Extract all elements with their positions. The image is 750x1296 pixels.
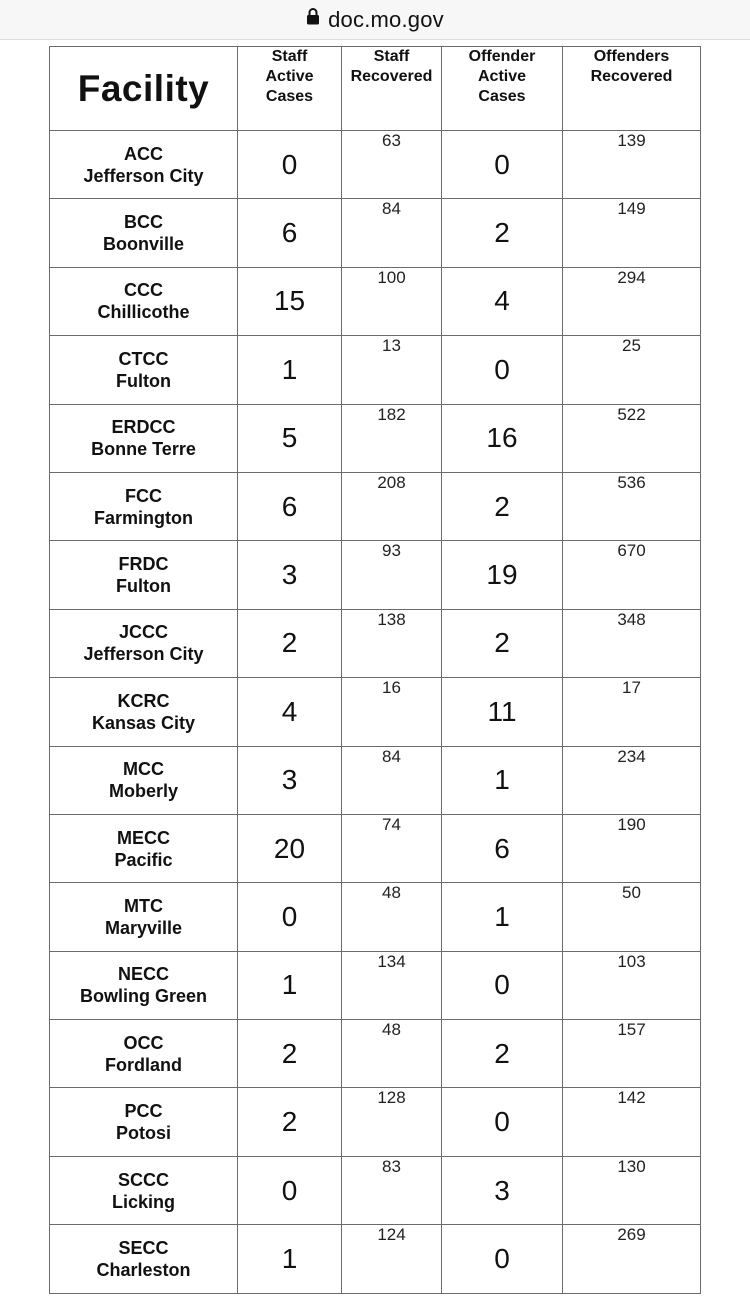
header-staff-recovered: Staff Recovered [342,47,442,131]
offenders-recovered-cell: 149 [563,199,701,267]
table-row [50,541,701,609]
facility-city: Kansas City [91,712,196,733]
staff-recovered-cell: 208 [342,472,442,540]
table-row [50,336,701,404]
facility-city: Moberly [108,781,178,802]
offenders-recovered-cell: 190 [563,814,701,882]
staff-recovered-cell: 124 [342,1225,442,1293]
facility-cell [50,472,238,540]
offender-active-cases-cell: 0 [442,1225,563,1293]
facility-code: OCC [123,1032,164,1053]
header-staff-active-cases: Staff Active Cases [238,47,342,131]
facility-cell [50,541,238,609]
table-row [50,678,701,746]
staff-active-cases-cell: 6 [238,199,342,267]
table-row [50,814,701,882]
facility-city: Fulton [116,576,171,597]
table-row [50,472,701,540]
staff-active-cases-cell: 2 [238,1088,342,1156]
staff-recovered-cell: 16 [342,678,442,746]
offender-active-cases-cell: 0 [442,951,563,1019]
url-text: doc.mo.gov [328,6,444,32]
table-row [50,131,701,199]
facility-city: Bonne Terre [91,439,196,460]
facility-cell [50,1020,238,1088]
offender-active-cases-cell: 2 [442,472,563,540]
staff-recovered-cell: 83 [342,1156,442,1224]
staff-active-cases-cell: 2 [238,1020,342,1088]
facility-cell [50,199,238,267]
facility-code: KCRC [117,690,170,711]
facility-cell [50,267,238,335]
offender-active-cases-cell: 0 [442,336,563,404]
offenders-recovered-cell: 103 [563,951,701,1019]
staff-recovered-cell: 13 [342,336,442,404]
staff-recovered-cell: 128 [342,1088,442,1156]
table-row [50,609,701,677]
facility-code: FCC [125,485,162,506]
facility-city: Jefferson City [83,165,204,186]
facility-cell [50,1088,238,1156]
table-body [50,131,701,1294]
offenders-recovered-cell: 17 [563,678,701,746]
table-row [50,1225,701,1293]
offenders-recovered-cell: 234 [563,746,701,814]
header-facility: Facility [50,47,238,131]
facility-code: SECC [118,1237,169,1258]
offenders-recovered-cell: 536 [563,472,701,540]
facility-city: Licking [111,1191,175,1212]
facility-code: FRDC [118,554,169,575]
table-row [50,404,701,472]
facility-city: Jefferson City [83,644,204,665]
table-row [50,746,701,814]
staff-active-cases-cell: 4 [238,678,342,746]
facility-cell [50,609,238,677]
facility-code: MCC [123,759,164,780]
facility-cell [50,814,238,882]
staff-recovered-cell: 134 [342,951,442,1019]
facility-cell [50,1156,238,1224]
header-offenders-recovered: Offenders Recovered [563,47,701,131]
lock-icon [306,7,320,30]
staff-recovered-cell: 138 [342,609,442,677]
offenders-recovered-cell: 157 [563,1020,701,1088]
staff-recovered-cell: 48 [342,883,442,951]
staff-recovered-cell: 48 [342,1020,442,1088]
offenders-recovered-cell: 25 [563,336,701,404]
offender-active-cases-cell: 2 [442,199,563,267]
facility-code: ERDCC [111,417,176,438]
offenders-recovered-cell: 522 [563,404,701,472]
staff-active-cases-cell: 1 [238,336,342,404]
table-row [50,267,701,335]
offenders-recovered-cell: 269 [563,1225,701,1293]
facility-code: CTCC [118,348,169,369]
staff-active-cases-cell: 5 [238,404,342,472]
staff-recovered-cell: 74 [342,814,442,882]
staff-active-cases-cell: 6 [238,472,342,540]
facility-code: CCC [124,280,163,301]
table-header-row [50,47,701,131]
facility-code: MTC [124,895,163,916]
facility-cases-table [49,46,701,1294]
table-row [50,883,701,951]
offender-active-cases-cell: 0 [442,1088,563,1156]
staff-active-cases-cell: 0 [238,883,342,951]
staff-recovered-cell: 63 [342,131,442,199]
offender-active-cases-cell: 6 [442,814,563,882]
offenders-recovered-cell: 139 [563,131,701,199]
offenders-recovered-cell: 50 [563,883,701,951]
facility-city: Potosi [115,1123,171,1144]
table-row [50,199,701,267]
staff-active-cases-cell: 1 [238,1225,342,1293]
facility-cell [50,951,238,1019]
facility-city: Maryville [104,917,183,938]
staff-recovered-cell: 84 [342,746,442,814]
staff-recovered-cell: 100 [342,267,442,335]
facility-code: BCC [124,212,163,233]
offender-active-cases-cell: 19 [442,541,563,609]
facility-code: SCCC [117,1169,169,1190]
facility-cell [50,1225,238,1293]
staff-active-cases-cell: 20 [238,814,342,882]
staff-recovered-cell: 182 [342,404,442,472]
offenders-recovered-cell: 348 [563,609,701,677]
facility-cell [50,678,238,746]
offender-active-cases-cell: 4 [442,267,563,335]
offender-active-cases-cell: 16 [442,404,563,472]
table-row [50,1020,701,1088]
facility-city: Farmington [94,507,193,528]
offender-active-cases-cell: 1 [442,746,563,814]
facility-city: Boonville [102,234,184,255]
offender-active-cases-cell: 1 [442,883,563,951]
staff-recovered-cell: 84 [342,199,442,267]
header-offender-active-cases: Offender Active Cases [442,47,563,131]
facility-cell [50,883,238,951]
offender-active-cases-cell: 2 [442,1020,563,1088]
staff-active-cases-cell: 15 [238,267,342,335]
offenders-recovered-cell: 670 [563,541,701,609]
facility-code: MECC [117,827,170,848]
staff-active-cases-cell: 2 [238,609,342,677]
facility-cell [50,746,238,814]
facility-cell [50,404,238,472]
staff-active-cases-cell: 3 [238,541,342,609]
facility-city: Fordland [105,1054,182,1075]
offender-active-cases-cell: 3 [442,1156,563,1224]
address-bar[interactable] [0,0,750,40]
facility-city: Bowling Green [79,986,207,1007]
table-row [50,951,701,1019]
table-row [50,1088,701,1156]
facility-city: Fulton [116,370,171,391]
facility-city: Pacific [114,849,173,870]
offenders-recovered-cell: 130 [563,1156,701,1224]
offender-active-cases-cell: 2 [442,609,563,677]
offenders-recovered-cell: 294 [563,267,701,335]
facility-city: Chillicothe [97,302,190,323]
offender-active-cases-cell: 11 [442,678,563,746]
staff-active-cases-cell: 0 [238,1156,342,1224]
facility-city: Charleston [96,1259,191,1280]
offenders-recovered-cell: 142 [563,1088,701,1156]
facility-code: JCCC [118,622,168,643]
staff-active-cases-cell: 1 [238,951,342,1019]
staff-recovered-cell: 93 [342,541,442,609]
facility-cell [50,131,238,199]
offender-active-cases-cell: 0 [442,131,563,199]
table-row [50,1156,701,1224]
facility-code: PCC [124,1101,163,1122]
staff-active-cases-cell: 3 [238,746,342,814]
facility-cell [50,336,238,404]
facility-code: NECC [117,964,169,985]
staff-active-cases-cell: 0 [238,131,342,199]
facility-code: ACC [124,143,163,164]
